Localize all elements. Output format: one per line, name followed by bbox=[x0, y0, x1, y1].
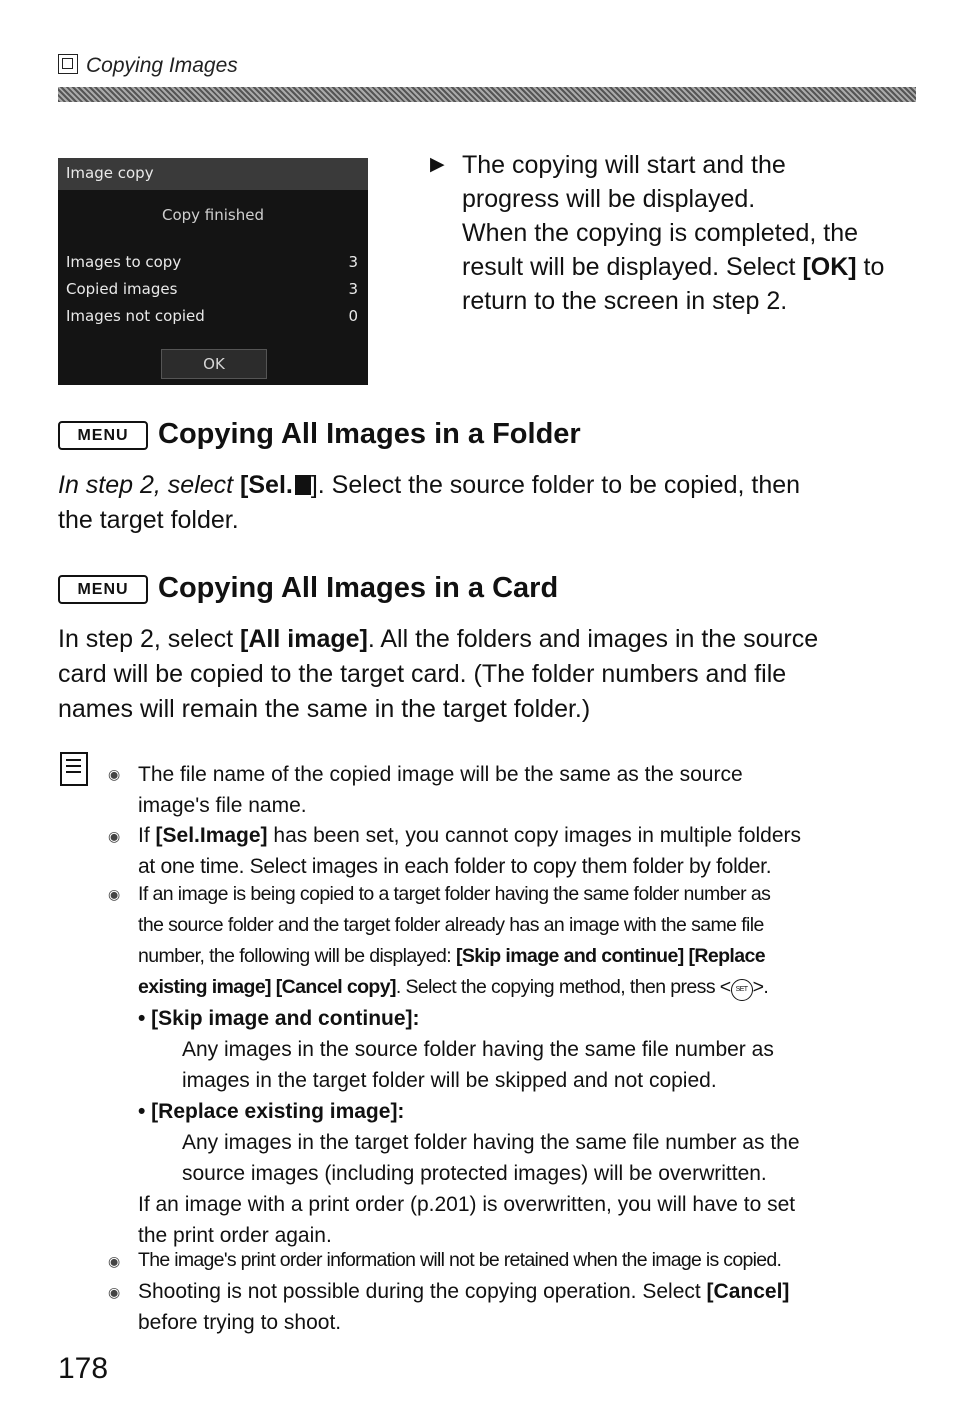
note-line: Any images in the source folder having the same file number as bbox=[182, 1038, 774, 1061]
all-image-reference: [All image] bbox=[240, 625, 368, 653]
section-title: Copying All Images in a Card bbox=[158, 572, 559, 604]
sel-reference: [Sel. bbox=[240, 471, 293, 499]
sel-image-reference: [Sel.Image] bbox=[155, 824, 268, 847]
section-heading-folder bbox=[58, 418, 581, 451]
section-paragraph bbox=[58, 468, 918, 538]
note-line: source images (including protected images) will be overwritten. bbox=[182, 1162, 767, 1185]
para-text: the target folder. bbox=[58, 506, 239, 534]
step-line: When the copying is completed, the bbox=[462, 219, 859, 247]
screen-row bbox=[66, 251, 358, 275]
note-text: Shooting is not possible during the copying operation. Select bbox=[138, 1280, 707, 1303]
para-text: In step 2, select bbox=[58, 625, 241, 653]
menu-icon: MENU bbox=[58, 421, 148, 450]
page-header-title: Copying Images bbox=[86, 54, 238, 77]
para-text: ]. Select the source folder to be copied, then bbox=[310, 471, 801, 499]
menu-icon: MENU bbox=[58, 575, 148, 604]
note-line: before trying to shoot. bbox=[138, 1311, 342, 1334]
screen-status: Copy finished bbox=[161, 206, 264, 224]
note-line: at one time. Select images in each folder to copy them folder by folder. bbox=[138, 855, 772, 878]
replace-option-label: • [Replace existing image]: bbox=[138, 1100, 405, 1123]
note-line: If an image is being copied to a target folder having the same folder number as bbox=[138, 883, 771, 905]
row-value: 0 bbox=[348, 307, 358, 325]
screen-title: Image copy bbox=[66, 164, 154, 182]
note-line: the source folder and the target folder already has an image with the same file bbox=[138, 914, 764, 936]
note-line: images in the target folder will be skipped and not copied. bbox=[182, 1069, 717, 1092]
para-text: In step 2, select bbox=[58, 471, 241, 499]
row-label: Images not copied bbox=[66, 307, 205, 325]
note-line bbox=[138, 820, 918, 851]
ok-reference: [OK] bbox=[802, 253, 857, 281]
ok-button: OK bbox=[161, 349, 267, 379]
arrow-icon: ▶ bbox=[430, 154, 445, 175]
section-title: Copying All Images in a Folder bbox=[158, 418, 581, 450]
camera-screen bbox=[58, 158, 368, 385]
screen-row bbox=[66, 305, 358, 329]
step-line: return to the screen in step 2. bbox=[462, 287, 788, 315]
note-icon bbox=[60, 752, 88, 786]
bullet-icon: ◉ bbox=[108, 1253, 121, 1269]
bullet-icon: ◉ bbox=[108, 828, 121, 844]
skip-option-label: • [Skip image and continue]: bbox=[138, 1007, 420, 1030]
option-reference: [Skip image and continue] [Replace bbox=[455, 945, 765, 967]
cancel-reference: [Cancel] bbox=[706, 1280, 790, 1303]
note-line: The image's print order information will not be retained when the image is copied. bbox=[138, 1249, 782, 1271]
step-text-run: to bbox=[856, 253, 885, 281]
note-line: If an image with a print order (p.201) is overwritten, you will have to set bbox=[138, 1193, 796, 1216]
para-text: card will be copied to the target card. (The folder numbers and file bbox=[58, 660, 787, 688]
row-label: Images to copy bbox=[66, 253, 182, 271]
option-reference: existing image] [Cancel copy] bbox=[138, 976, 396, 998]
screen-row bbox=[66, 278, 358, 302]
para-text: . All the folders and images in the source bbox=[367, 625, 819, 653]
note-text: number, the following will be displayed: bbox=[138, 945, 456, 967]
bullet-icon: ◉ bbox=[108, 1284, 121, 1300]
note-line: The file name of the copied image will be the same as the source bbox=[138, 763, 743, 786]
row-value: 3 bbox=[348, 280, 358, 298]
row-label: Copied images bbox=[66, 280, 178, 298]
note-line bbox=[138, 941, 918, 972]
row-value: 3 bbox=[348, 253, 358, 271]
note-text: >. bbox=[752, 976, 769, 998]
step-line: The copying will start and the bbox=[462, 151, 786, 179]
page-number: 178 bbox=[58, 1352, 109, 1385]
note-line: image's file name. bbox=[138, 794, 307, 817]
page-header bbox=[58, 54, 238, 78]
step-text-run: result will be displayed. Select bbox=[462, 253, 803, 281]
note-line: Any images in the target folder having the same file number as the bbox=[182, 1131, 800, 1154]
bullet-icon: ◉ bbox=[108, 886, 121, 902]
note-text: . Select the copying method, then press < bbox=[395, 976, 731, 998]
step-text bbox=[430, 148, 920, 318]
note-line bbox=[138, 972, 918, 1003]
section-heading-card bbox=[58, 572, 558, 605]
copy-icon bbox=[58, 54, 78, 74]
screen-title-bar bbox=[58, 158, 368, 190]
bullet-icon: ◉ bbox=[108, 766, 121, 782]
para-text: names will remain the same in the target folder.) bbox=[58, 695, 591, 723]
note-line: the print order again. bbox=[138, 1224, 332, 1247]
folder-icon bbox=[295, 475, 311, 495]
step-line bbox=[462, 250, 920, 284]
step-line: progress will be displayed. bbox=[462, 185, 756, 213]
section-paragraph bbox=[58, 622, 918, 727]
note-line bbox=[138, 1276, 918, 1307]
header-bar bbox=[58, 87, 916, 102]
note-text: has been set, you cannot copy images in multiple folders bbox=[267, 824, 802, 847]
note-text: If bbox=[138, 824, 156, 847]
set-button-icon: SET bbox=[731, 979, 753, 1001]
